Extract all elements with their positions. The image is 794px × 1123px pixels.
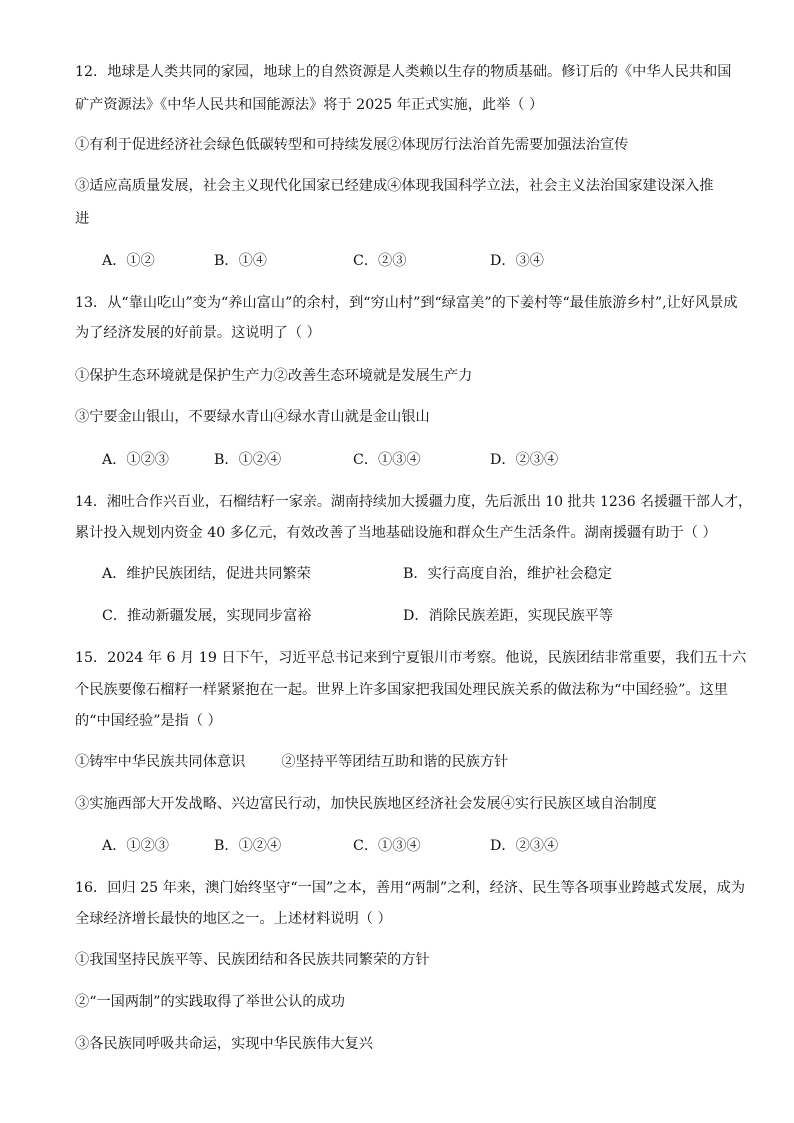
question-13-stem-line-1: 13．从“靠山吃山”变为“养山富山”的余村，到“穷山村”到“绿富美”的下姜村等“最佳旅游乡村”,让好风景成 [75, 295, 738, 311]
question-15-statement-line-1: ①铸牢中华民族共同体意识 ②坚持平等团结互助和谐的民族方针 [75, 754, 509, 770]
question-14-stem-line-2: 累计投入规划内资金 40 多亿元，有效改善了当地基础设施和群众生产生活条件。湖南援疆有助于（ ） [75, 525, 717, 541]
option-b[interactable]: B．实行高度自治，维护社会稳定 [403, 566, 613, 582]
question-13-options [0, 450, 794, 470]
option-b[interactable]: B．①②④ [214, 838, 282, 854]
question-14-options-row-2 [0, 606, 794, 626]
question-14-stem-line-1: 14．湘吐合作兴百业，石榴结籽一家亲。湖南持续加大援疆力度，先后派出 10 批共 1236 名援疆干部人才， [75, 494, 753, 510]
option-d[interactable]: D．②③④ [490, 838, 559, 854]
option-a[interactable]: A．①②③ [102, 452, 169, 468]
question-12-stem-line-2: 矿产资源法》《中华人民共和国能源法》将于 2025 年正式实施，此举（ ） [75, 97, 544, 113]
question-15-stem-line-3: 的“中国经验”是指（ ） [75, 713, 222, 729]
option-b[interactable]: B．①④ [214, 253, 267, 269]
question-12-options [0, 251, 794, 271]
option-d[interactable]: D．消除民族差距，实现民族平等 [403, 608, 614, 624]
question-16-stem-line-2: 全球经济增长最快的地区之一。上述材料说明（ ） [75, 911, 392, 927]
question-12-statement-line-2: ③适应高质量发展，社会主义现代化国家已经建成④体现我国科学立法，社会主义法治国家建设深入推 [75, 178, 714, 194]
question-15-statement-line-2: ③实施西部大开发战略、兴边富民行动，加快民族地区经济社会发展④实行民族区域自治制度 [75, 796, 657, 812]
question-16-statement-line-2: ②“一国两制”的实践取得了举世公认的成功 [75, 994, 345, 1010]
option-d[interactable]: D．③④ [490, 253, 544, 269]
question-13-statement-line-1: ①保护生态环境就是保护生产力②改善生态环境就是发展生产力 [75, 368, 473, 384]
question-14-options-row-1 [0, 564, 794, 584]
option-a[interactable]: A．维护民族团结，促进共同繁荣 [102, 566, 311, 582]
option-c[interactable]: C．推动新疆发展，实现同步富裕 [102, 608, 312, 624]
question-15-options [0, 836, 794, 856]
question-12-stem-line-1: 12．地球是人类共同的家园，地球上的自然资源是人类赖以生存的物质基础。修订后的《中华人民共和国 [75, 64, 732, 80]
question-16-statement-line-3: ③各民族同呼吸共命运，实现中华民族伟大复兴 [75, 1036, 373, 1052]
question-12-statement-line-3: 进 [75, 211, 90, 227]
option-b[interactable]: B．①②④ [214, 452, 282, 468]
option-a[interactable]: A．①② [102, 253, 155, 269]
option-c[interactable]: C．①③④ [353, 452, 421, 468]
question-13-statement-line-2: ③宁要金山银山，不要绿水青山④绿水青山就是金山银山 [75, 409, 430, 425]
option-c[interactable]: C．①③④ [353, 838, 421, 854]
option-a[interactable]: A．①②③ [102, 838, 169, 854]
question-16-stem-line-1: 16．回归 25 年来，澳门始终坚守“一国”之本，善用“两制”之利，经济、民生等各项事业跨越式发展，成为 [75, 880, 746, 896]
option-d[interactable]: D．②③④ [490, 452, 559, 468]
option-c[interactable]: C．②③ [353, 253, 407, 269]
question-13-stem-line-2: 为了经济发展的好前景。这说明了（ ） [75, 325, 321, 341]
question-15-stem-line-1: 15．2024 年 6 月 19 日下午，习近平总书记来到宁夏银川市考察。他说，民族团结非常重要，我们五十六 [75, 650, 747, 666]
question-12-statement-line-1: ①有利于促进经济社会绿色低碳转型和可持续发展②体现厉行法治首先需要加强法治宣传 [75, 137, 629, 153]
question-15-stem-line-2: 个民族要像石榴籽一样紧紧抱在一起。世界上许多国家把我国处理民族关系的做法称为“中国经验”。这里 [75, 682, 728, 698]
question-16-statement-line-1: ①我国坚持民族平等、民族团结和各民族共同繁荣的方针 [75, 952, 430, 968]
